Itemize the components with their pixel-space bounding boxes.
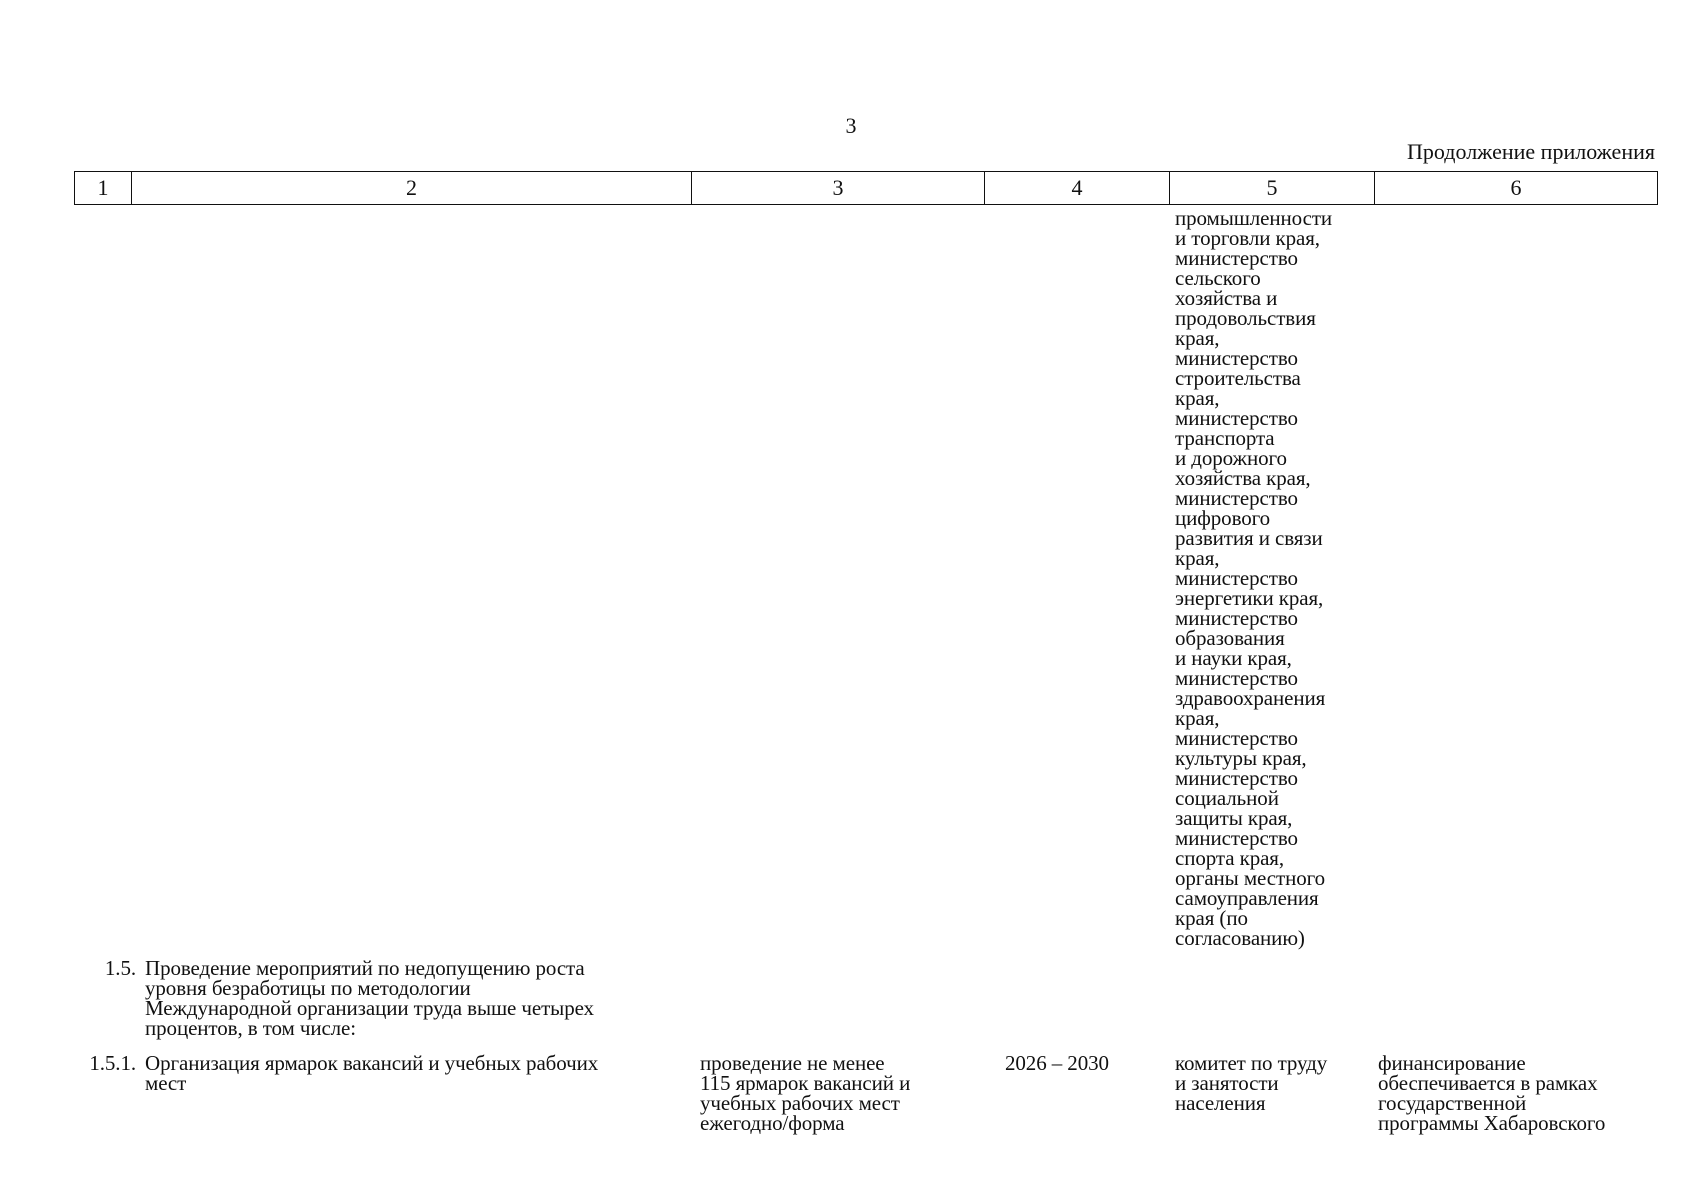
header-col-5: 5 [1170,172,1375,205]
continued-executor-cell: промышленности и торговли края, министерство сельского хозяйства и продовольствия края, министерство строительства края, министерство транспорта и дорожного хозяйства края, министерство цифрового развития и связи края, министерство энергетики края, министерство образования и науки края, министерство здравоохранения края, министерство культуры края, министерство социальной защиты края, министерство спорта края, органы местного самоуправления края (по согласованию) [1175,206,1333,950]
row-number-1-5-1: 1.5.1. [89,1051,136,1075]
column-number-header [74,171,1658,205]
header-col-6: 6 [1375,172,1658,205]
header-col-2: 2 [132,172,692,205]
header-row [75,172,1658,205]
row-executor-1-5-1: комитет по труду и занятости населения [1175,1051,1328,1115]
header-col-1: 1 [75,172,132,205]
page-number: 3 [845,113,857,138]
header-col-3: 3 [692,172,985,205]
header-col-4: 4 [985,172,1170,205]
row-number-1-5: 1.5. [104,956,136,980]
row-name-1-5-1: Организация ярмарок вакансий и учебных рабочих мест [145,1051,599,1095]
continuation-label: Продолжение приложения [1407,139,1655,164]
row-funding-1-5-1: финансирование обеспечивается в рамках государственной программы Хабаровского [1378,1051,1606,1135]
row-period-1-5-1: 2026 – 2030 [1005,1051,1109,1075]
row-result-1-5-1: проведение не менее 115 ярмарок вакансий и учебных рабочих мест ежегодно/форма [700,1051,911,1135]
row-name-1-5: Проведение мероприятий по недопущению роста уровня безработицы по методологии Международной организации труда выше четырех процентов, в том числе: [145,956,594,1040]
